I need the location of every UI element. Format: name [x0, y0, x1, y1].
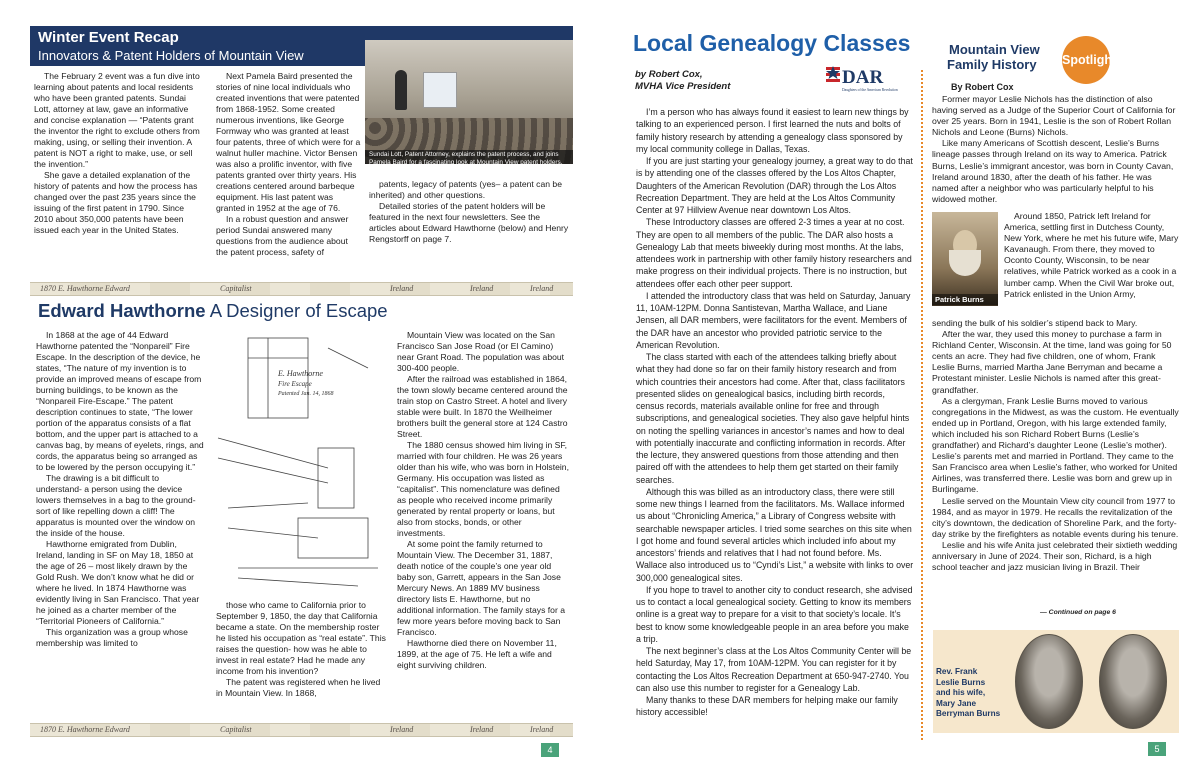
paragraph: Many thanks to these DAR members for helping make our family history accessible!	[636, 695, 898, 718]
paragraph: Hawthorne died there on November 11, 1899, at the age of 75. He left a wife and eight surviving children.	[397, 638, 557, 670]
byline-line: by Robert Cox,	[635, 69, 703, 80]
paragraph: Although this was billed as an introductory class, there were still some new things I learned from the facilitators. Ms. Wallace informed us about “Chronicling America,” a Library of Congress website with searchable newspaper articles. I tried some searches on this site when I got home and found several articles which included info about my ancestors’ friends and relatives that I had not found before. Ms. Wallace also introduced us to “Cyndi’s List,” a website with links to over 300,000 genealogical sites.	[636, 486, 914, 583]
strip-text: 1870 E. Hawthorne Edward	[40, 725, 130, 734]
presenter-figure	[395, 70, 407, 110]
strip-text: Ireland	[390, 284, 414, 293]
paragraph: After the railroad was established in 1864, the town slowly became centered around the train stop on Castro Street. A hotel and livery stable were built. In 1870 the Weilheimer brothers built the general store at 124 Castro Street.	[397, 374, 568, 439]
portrait-beard	[949, 250, 981, 276]
paragraph: After the war, they used this money to purchase a farm in Richland Center, Wisconsin. At the time, land was going for 50 cents an acre. They had five children, one of whom, Frank Leslie Burns, married Martha Jane Berryman and became a Protestant minister. Leslie Nichols is named after this great-grandfather.	[932, 329, 1172, 395]
caption-line: Rev. Frank	[936, 667, 978, 676]
strip-text: Ireland	[530, 284, 554, 293]
paragraph: Hawthorne emigrated from Dublin, Ireland, landing in SF on May 18, 1850 at the age of 26 – most likely drawn by the Gold Rush. We don’t know what he did or where he lived. In 1874 Hawthorne was evidently living in San Francisco. That year he joined as a charter member of the “Territorial Pioneers of California.”	[36, 539, 200, 626]
drawing-label: Patented Jan. 14, 1868	[278, 391, 334, 397]
paragraph: Former mayor Leslie Nichols has the distinction of also having served as a Judge of the Superior Court of California for over 25 years. Born in 1941, Leslie is the son of Robert Rollan Nichols and Leone (Burns) Nichols.	[932, 94, 1176, 138]
genealogy-title: Local Genealogy Classes	[633, 30, 911, 56]
paragraph: Like many Americans of Scottish descent, Leslie’s Burns lineage passes through Ireland on its way to America. Patrick Burns, Leslie’s immigrant ancestor, was born in County Cavan, Ireland around 1830, after the death of his father. He was named after a neighbor who was particularly helpful to his widowed mother.	[932, 138, 1174, 204]
dar-logo	[824, 64, 906, 94]
continued-note: — Continued on page 6	[1040, 609, 1116, 616]
event-photo	[365, 40, 573, 164]
frank-burns-portrait	[1015, 634, 1083, 729]
strip-text: 1870 E. Hawthorne Edward	[40, 284, 130, 293]
paragraph: If you are just starting your genealogy journey, a great way to do that is by attending one of the classes offered by the Los Altos Chapter, Daughters of the American Revolution (DAR) through the Los Altos Recreation Department. They are held at the Los Altos Community Center at 97 Hillview Avenue near downtown Los Altos.	[636, 156, 913, 215]
paragraph: If you hope to travel to another city to conduct research, she advised us to contact a local genealogical society. Getting to know its members online is a great way to prepare for a visit to that society’s locale. It’s best to know some knowledgeable people in an area before you make a trip.	[636, 584, 913, 644]
hawthorne-col-3	[397, 330, 569, 671]
patrick-burns-caption: Patrick Burns	[932, 294, 998, 305]
dar-logo-tagline: Daughters of the American Revolution	[842, 88, 898, 92]
paragraph: In 1868 at the age of 44 Edward Hawthorne patented the “Nonpareil” Fire Escape. In the description of the device, he states, “The nature of my invention is to provide an improved means of escape from burning buildings, to be known as the “Nonpareil Fire-Escape.” The patent description continues to state, “The lower portion of the apparatus consists of a flat bottom, and the upper part is attached to a canvas bag, by means of eyelets, rings, and cords, the apparatus being so arranged as to be lowered by the person occupying it.”	[36, 330, 204, 472]
spotlight-intro	[932, 94, 1179, 205]
patent-drawing	[208, 328, 394, 596]
genealogy-byline	[635, 69, 730, 93]
paragraph: In a robust question and answer period Sundai answered many questions from the audience about the patent process, safety of	[216, 214, 349, 257]
column-divider	[921, 70, 923, 740]
strip-text: Capitalist	[220, 284, 252, 293]
paragraph: patents, legacy of patents (yes– a patent can be inherited) and other questions.	[369, 179, 562, 200]
page-number-right: 5	[1148, 742, 1166, 756]
projection-screen	[423, 72, 457, 108]
paragraph: sending the bulk of his soldier’s stipend back to Mary.	[932, 318, 1138, 328]
paragraph: The patent was registered when he lived in Mountain View. In 1868,	[216, 677, 381, 698]
paragraph: The next beginner’s class at the Los Altos Community Center will be held Saturday, May 17, from 10AM-12PM. You can register for it by contacting the Los Altos Recreation Department at 650-947-2740. You can also use this number to register for a Genealogy Lab.	[636, 646, 912, 693]
paragraph: Mountain View was located on the San Francisco San Jose Road (or El Camino) near Grant Road. The population was about 300-400 people.	[397, 330, 565, 373]
rev-burns-box	[933, 630, 1179, 733]
paragraph: Around 1850, Patrick left Ireland for America, settling first in Dutchess County, New York, where he met his future wife, Mary Kavanaugh. From there, they moved to Oconto County, Wisconsin, to be near relatives, while Patrick worked as a cook in a lumber camp. When the Civil War broke out, Patrick enlisted in the Union Army,	[1004, 211, 1179, 299]
paragraph: At some point the family returned to Mountain View. The December 31, 1887, death notice of the couple’s one year old baby son, Garrett, appears in the San Jose Mercury News. An 1889 MV business directory lists E. Hawthorne, but no additional information. The family stays for a few more years before moving back to San Francisco.	[397, 539, 565, 637]
paragraph: She gave a detailed explanation of the history of patents and how the process has changed over the past 235 years since the issuing of the first patent in 1790. Since 2010 about 350,000 patents have been issued each year in the United States.	[34, 170, 198, 235]
rev-burns-caption	[936, 667, 1000, 720]
paragraph: This organization was a group whose membership was limited to	[36, 627, 188, 648]
strip-text: Ireland	[390, 725, 414, 734]
paragraph: Leslie and his wife Anita just celebrated their sixtieth wedding anniversary in June of 2024. Their son, Richard, is a high school teacher and jazz musician living in Brazil. Their	[932, 539, 1178, 573]
caption-line: Mary Jane	[936, 698, 977, 708]
spotlight-title-line: Family History	[947, 57, 1037, 72]
paragraph: I attended the introductory class that was held on Saturday, January 11, 10AM-12PM. Donna Santistevan, Martha Wallace, and Liane Jensen, all DAR members, were facilitators for the event. Members of the DAR have an ancestor who provided patriotic service to the American Revolution.	[636, 290, 911, 350]
census-strip-top	[30, 282, 573, 296]
spotlight-body	[932, 318, 1179, 573]
caption-line: Leslie Burns	[936, 677, 986, 687]
strip-text: Ireland	[470, 284, 494, 293]
patrick-burns-photo	[932, 212, 998, 306]
winter-col-1	[34, 71, 204, 236]
paragraph: The 1880 census showed him living in SF, married with four children. He was 26 years older than his wife, who was born in Holstein, Germany. His occupation was listed as “capitalist”. This nomenclature was defined as people who received income primarily generated by rental property or loans, but also from stocks, bonds, or other investments.	[397, 440, 569, 538]
winter-col-3	[369, 179, 569, 245]
strip-text: Capitalist	[220, 725, 252, 734]
byline-line: MVHA Vice President	[635, 81, 731, 92]
paragraph: The drawing is a bit difficult to understand- a person using the device lowers themselves in a bag to the ground- sort of like repelling down a cliff! The apparatus is mounted over the window on the inside of the house.	[36, 473, 196, 538]
drawing-label: E. Hawthorne	[278, 369, 323, 378]
dar-logo-text: DAR	[842, 67, 884, 88]
winter-title: Winter Event Recap	[38, 29, 179, 46]
photo-caption: Sundai Lott, Patent Attorney, explains the patent process, and joins Pamela Baird for a fascinating look at Mountain View patent holders.	[365, 150, 573, 164]
spotlight-byline: By Robert Cox	[951, 82, 1014, 92]
paragraph: These Introductory classes are offered 2-3 times a year at no cost. They are open to all members of the public. The DAR also hosts a Genealogy Lab that meets biweekly during most months. At the labs, attendees work in partnership with other family history researchers and make progress on their individual projects. There is no instruction, but attendees offer each other peer support.	[636, 217, 912, 289]
paragraph: I’m a person who has always found it easiest to learn new things by talking to an experienced person. I first learned the nuts and bolts of family history research by attending a genealogy class sponsored by my local community college in Dallas, Texas.	[636, 107, 909, 154]
spotlight-title	[947, 42, 1040, 72]
strip-text: Ireland	[470, 725, 494, 734]
caption-line: Berryman Burns	[936, 709, 1001, 718]
winter-subtitle: Innovators & Patent Holders of Mountain View	[38, 48, 304, 63]
spotlight-wrap	[1004, 211, 1179, 300]
paragraph: The class started with each of the attendees talking briefly about what they had done so far on their family history research and from which countries their ancestors had come. After that, class facilitators presented slides on genealogical basics, including birth records, census records, materials available online for free and through subscriptions, and genealogical societies. They also gave helpful hints on noting the spelling variances in ancestor’s names and how to deal with potentially inaccurate and conflicting information in records. After the lecture, they answered questions from those attending and then paired off with the attendees to help them get started on their family searches.	[636, 352, 910, 485]
genealogy-body	[636, 106, 915, 719]
census-strip-bottom	[30, 723, 573, 737]
page-number-left: 4	[541, 743, 559, 757]
paragraph: Detailed stories of the patent holders will be featured in the next four newsletters. See the articles about Edward Hawthorne (below) and Henry Rengstorff on page 7.	[369, 201, 569, 244]
hawthorne-col-1	[36, 330, 204, 649]
paragraph: Leslie served on the Mountain View city council from 1977 to 1984, and as mayor in 1979. He recalls the revitalization of the city’s downtown, the dedication of Shoreline Park, and the forty-day strike by the firefighters as notable events during his tenure.	[932, 495, 1179, 539]
paragraph: As a clergyman, Frank Leslie Burns moved to various congregations in the Midwest, as was the custom. He eventually ended up in Portland, Oregon, with his large extended family, which included his son Richard Robert Burns (Leslie’s grandfather) and Richard’s daughter Leone (Leslie’s mother). Leslie’s parents met and married in Portland. They came to the San Francisco area when Leslie’s father, who worked for United Airlines, was transferred there. Leslie was born and grew up in Burlingame.	[932, 395, 1179, 495]
paragraph: those who came to California prior to September 9, 1850, the day that California became a state. On the membership roster he listed his occupation as “real estate”. This raises the question- how was he able to invest in real estate? Had he made any income from his invention?	[216, 600, 386, 676]
hawthorne-title-bold: Edward Hawthorne	[38, 300, 206, 321]
paragraph: The February 2 event was a fun dive into learning about patents and local residents who have been granted patents. Sundai Lott, attorney at law, gave an informative and concise explanation — “Patents grant the inventor the right to exclude others from making, using, or selling their invention. A patent is NOT a right to make, use, or sell the invention.”	[34, 71, 200, 169]
strip-text: Ireland	[530, 725, 554, 734]
hawthorne-title	[38, 300, 388, 322]
hawthorne-col-2	[216, 600, 386, 699]
drawing-label: Fire Escape	[278, 380, 312, 388]
winter-col-2	[216, 71, 362, 258]
mary-jane-burns-portrait	[1099, 634, 1167, 729]
spotlight-title-line: Mountain View	[949, 42, 1040, 57]
hawthorne-title-rest: A Designer of Escape	[209, 300, 388, 321]
spotlight-badge: Spotlight	[1062, 36, 1110, 84]
caption-line: and his wife,	[936, 688, 986, 697]
paragraph: Next Pamela Baird presented the stories of nine local individuals who created inventions that were patented from 1868-1952. Some created numerous inventions, like George Formway who was granted at least four patents, three of which were for a walnut huller machine. Victor Bensen was also a prolific inventor, with five patents granted over thirty years. His creations centered around barbeque equipment. His last patent was granted in 1952 at the age of 76.	[216, 71, 361, 213]
